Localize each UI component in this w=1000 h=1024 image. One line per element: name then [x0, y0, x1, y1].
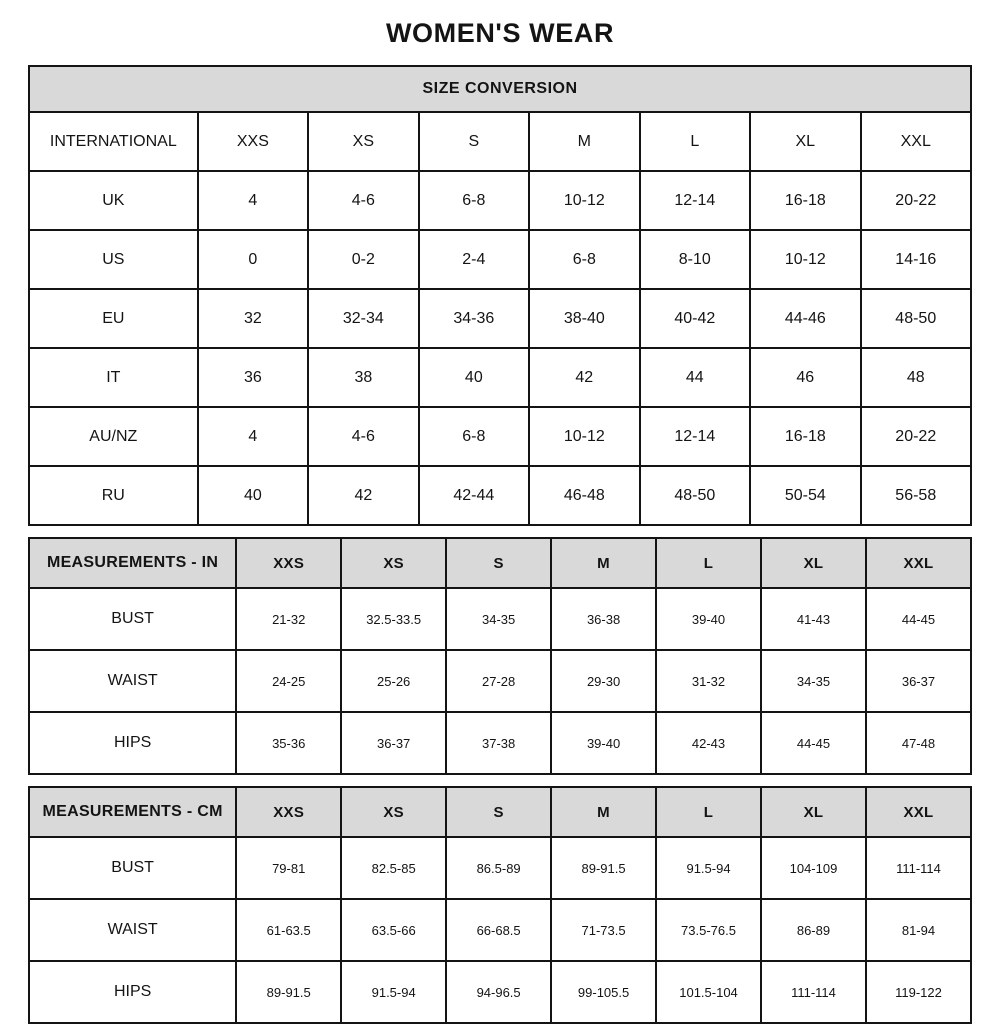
size-conversion-title: SIZE CONVERSION [29, 66, 971, 112]
col-header-xl: XL [750, 112, 860, 171]
measurement-value: 111-114 [866, 837, 971, 899]
col-header-m: M [529, 112, 639, 171]
measurement-value: 66-68.5 [446, 899, 551, 961]
size-value: 46 [750, 348, 860, 407]
table-row-bust-cm [29, 837, 971, 899]
measurement-value: 86-89 [761, 899, 866, 961]
col-header-xl: XL [761, 538, 866, 588]
measurement-value: 82.5-85 [341, 837, 446, 899]
measurement-value: 111-114 [761, 961, 866, 1023]
measurement-value: 119-122 [866, 961, 971, 1023]
row-label: EU [29, 289, 198, 348]
measurement-value: 44-45 [761, 712, 866, 774]
measurement-value: 37-38 [446, 712, 551, 774]
measurement-value: 31-32 [656, 650, 761, 712]
size-value: 2-4 [419, 230, 529, 289]
size-value: 40-42 [640, 289, 750, 348]
col-header-xxs: XXS [236, 538, 341, 588]
row-label: US [29, 230, 198, 289]
table-row-hips-in [29, 712, 971, 774]
size-conversion-table [28, 65, 972, 526]
measurement-value: 99-105.5 [551, 961, 656, 1023]
measurement-value: 89-91.5 [236, 961, 341, 1023]
size-value: 38 [308, 348, 418, 407]
measurement-value: 41-43 [761, 588, 866, 650]
col-header-l: L [640, 112, 750, 171]
col-header-l: L [656, 787, 761, 837]
size-value: 56-58 [861, 466, 971, 525]
col-header-m: M [551, 787, 656, 837]
measurements-cm-header-row [29, 787, 971, 837]
row-label: IT [29, 348, 198, 407]
size-value: 44 [640, 348, 750, 407]
size-value: 40 [419, 348, 529, 407]
row-label: AU/NZ [29, 407, 198, 466]
row-label: RU [29, 466, 198, 525]
size-value: 40 [198, 466, 308, 525]
measurement-value: 79-81 [236, 837, 341, 899]
col-header-xs: XS [341, 538, 446, 588]
measurement-value: 104-109 [761, 837, 866, 899]
measurement-value: 89-91.5 [551, 837, 656, 899]
measurement-value: 35-36 [236, 712, 341, 774]
col-header-xxl: XXL [861, 112, 971, 171]
col-header-xxl: XXL [866, 538, 971, 588]
measurement-value: 71-73.5 [551, 899, 656, 961]
measurements-cm-table [28, 786, 972, 1024]
table-row-waist-cm [29, 899, 971, 961]
col-header-international: INTERNATIONAL [29, 112, 198, 171]
measurement-value: 86.5-89 [446, 837, 551, 899]
size-value: 32-34 [308, 289, 418, 348]
size-value: 4 [198, 407, 308, 466]
page-title: WOMEN'S WEAR [385, 18, 615, 48]
measurement-value: 73.5-76.5 [656, 899, 761, 961]
measurement-value: 91.5-94 [656, 837, 761, 899]
size-conversion-title-row [29, 66, 971, 112]
row-label: UK [29, 171, 198, 230]
size-value: 10-12 [750, 230, 860, 289]
measurement-value: 101.5-104 [656, 961, 761, 1023]
col-header-xs: XS [308, 112, 418, 171]
row-label: WAIST [29, 650, 236, 712]
size-value: 48-50 [640, 466, 750, 525]
size-value: 42 [308, 466, 418, 525]
size-value: 38-40 [529, 289, 639, 348]
size-value: 46-48 [529, 466, 639, 525]
measurement-value: 25-26 [341, 650, 446, 712]
size-value: 0-2 [308, 230, 418, 289]
measurement-value: 27-28 [446, 650, 551, 712]
size-value: 10-12 [529, 407, 639, 466]
size-value: 36 [198, 348, 308, 407]
col-header-xs: XS [341, 787, 446, 837]
measurement-value: 36-37 [866, 650, 971, 712]
measurement-value: 61-63.5 [236, 899, 341, 961]
size-value: 8-10 [640, 230, 750, 289]
row-label: WAIST [29, 899, 236, 961]
table-row-eu [29, 289, 971, 348]
measurement-value: 44-45 [866, 588, 971, 650]
size-value: 4-6 [308, 407, 418, 466]
table-row-waist-in [29, 650, 971, 712]
size-value: 4-6 [308, 171, 418, 230]
size-value: 20-22 [861, 171, 971, 230]
size-value: 14-16 [861, 230, 971, 289]
col-header-xxs: XXS [198, 112, 308, 171]
table-row-ru [29, 466, 971, 525]
size-value: 12-14 [640, 407, 750, 466]
size-value: 50-54 [750, 466, 860, 525]
measurement-value: 36-37 [341, 712, 446, 774]
measurement-value: 63.5-66 [341, 899, 446, 961]
table-row-it [29, 348, 971, 407]
col-header-xl: XL [761, 787, 866, 837]
measurements-in-header-row [29, 538, 971, 588]
measurement-value: 91.5-94 [341, 961, 446, 1023]
size-value: 42 [529, 348, 639, 407]
table-row-bust-in [29, 588, 971, 650]
table-row-aunz [29, 407, 971, 466]
measurement-value: 94-96.5 [446, 961, 551, 1023]
measurements-in-table [28, 537, 972, 775]
measurement-value: 32.5-33.5 [341, 588, 446, 650]
size-value: 4 [198, 171, 308, 230]
size-value: 44-46 [750, 289, 860, 348]
measurement-value: 29-30 [551, 650, 656, 712]
table-row-uk [29, 171, 971, 230]
size-value: 6-8 [529, 230, 639, 289]
measurement-value: 24-25 [236, 650, 341, 712]
col-header-s: S [446, 538, 551, 588]
size-value: 48-50 [861, 289, 971, 348]
measurement-value: 21-32 [236, 588, 341, 650]
measurements-in-title: MEASUREMENTS - IN [29, 538, 236, 588]
size-value: 0 [198, 230, 308, 289]
col-header-xxl: XXL [866, 787, 971, 837]
size-conversion-columns-row [29, 112, 971, 171]
size-value: 6-8 [419, 407, 529, 466]
col-header-l: L [656, 538, 761, 588]
table-row-hips-cm [29, 961, 971, 1023]
size-value: 16-18 [750, 407, 860, 466]
size-value: 10-12 [529, 171, 639, 230]
size-value: 16-18 [750, 171, 860, 230]
size-value: 42-44 [419, 466, 529, 525]
col-header-xxs: XXS [236, 787, 341, 837]
size-value: 20-22 [861, 407, 971, 466]
col-header-s: S [419, 112, 529, 171]
measurement-value: 42-43 [656, 712, 761, 774]
measurement-value: 36-38 [551, 588, 656, 650]
col-header-s: S [446, 787, 551, 837]
col-header-m: M [551, 538, 656, 588]
size-value: 12-14 [640, 171, 750, 230]
row-label: HIPS [29, 712, 236, 774]
measurement-value: 34-35 [761, 650, 866, 712]
row-label: BUST [29, 588, 236, 650]
measurement-value: 81-94 [866, 899, 971, 961]
row-label: HIPS [29, 961, 236, 1023]
size-value: 34-36 [419, 289, 529, 348]
table-row-us [29, 230, 971, 289]
size-value: 48 [861, 348, 971, 407]
measurement-value: 47-48 [866, 712, 971, 774]
measurement-value: 34-35 [446, 588, 551, 650]
size-value: 6-8 [419, 171, 529, 230]
size-value: 32 [198, 289, 308, 348]
measurement-value: 39-40 [656, 588, 761, 650]
measurements-cm-title: MEASUREMENTS - CM [29, 787, 236, 837]
row-label: BUST [29, 837, 236, 899]
measurement-value: 39-40 [551, 712, 656, 774]
